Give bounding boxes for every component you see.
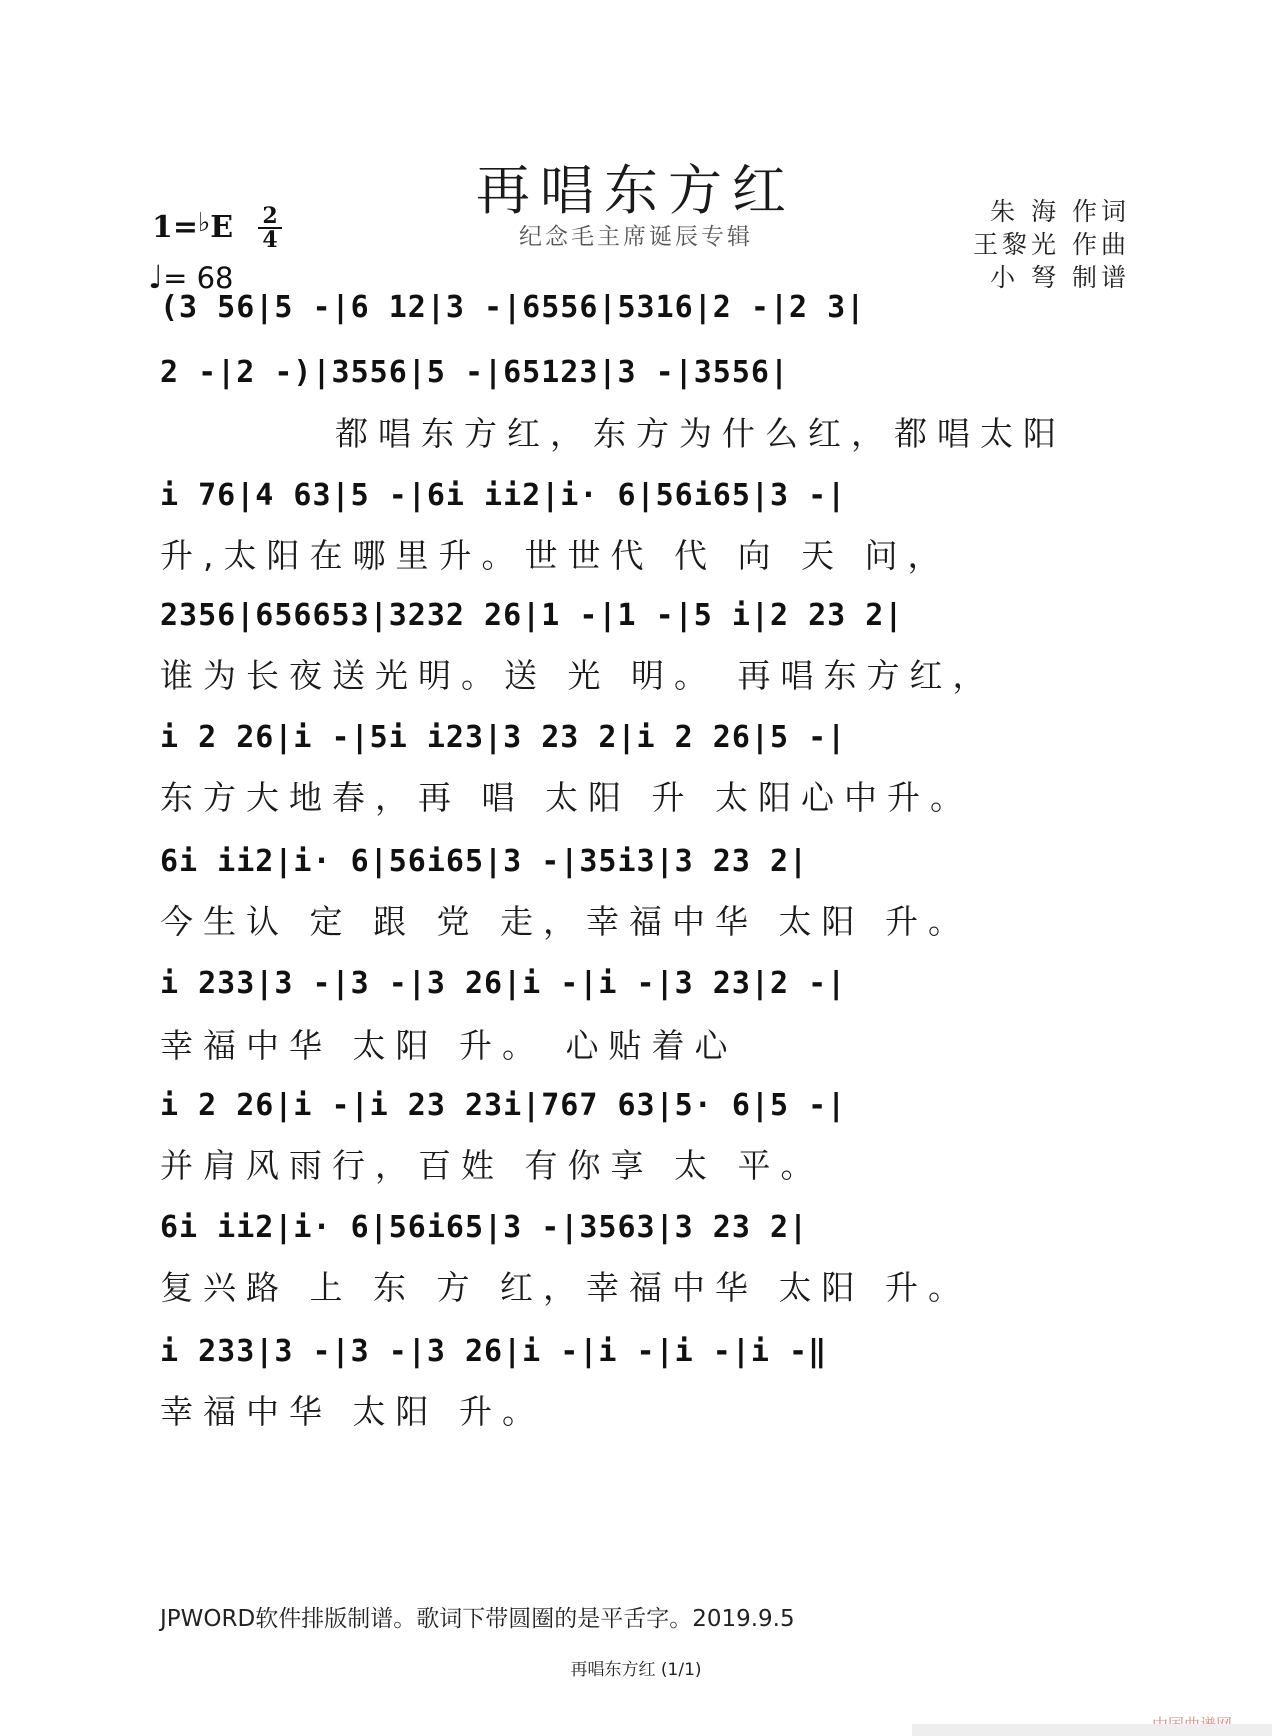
flat-icon: ♭ bbox=[198, 208, 211, 238]
lyric-line-5: 东方大地春，再 唱 太阳 升 太阳心中升。 bbox=[160, 778, 973, 817]
tempo-value: = 68 bbox=[163, 261, 234, 295]
page-footer: 再唱东方红 (1/1) bbox=[570, 1660, 702, 1680]
lyric-line-6: 今生认 定 跟 党 走，幸福中华 太阳 升。 bbox=[160, 902, 971, 941]
composer-credit: 王黎光 作曲 bbox=[973, 230, 1130, 259]
score-line-3: i 76|4 63|5 -|6i ii2|i· 6|56i65|3 -| bbox=[160, 478, 847, 513]
transcriber-credit: 小 弩 制谱 bbox=[990, 263, 1130, 292]
lyric-line-7: 幸福中华 太阳 升。 心贴着心 bbox=[160, 1026, 738, 1065]
watermark-band bbox=[912, 1724, 1272, 1736]
song-title: 再唱东方红 bbox=[476, 159, 796, 222]
time-signature bbox=[258, 203, 282, 253]
time-signature-bottom: 4 bbox=[262, 227, 278, 253]
score-line-10: i 233|3 -|3 -|3 26|i -|i -|i -|i -‖ bbox=[160, 1334, 828, 1369]
lyric-line-10: 幸福中华 太阳 升。 bbox=[160, 1392, 545, 1431]
time-signature-top: 2 bbox=[262, 203, 278, 229]
score-line-5: i 2 26|i -|5i i23|3 23 2|i 2 26|5 -| bbox=[160, 720, 847, 755]
key-prefix: 1= bbox=[152, 210, 199, 245]
key-signature bbox=[152, 208, 233, 245]
score-line-4: 2356|656653|3232 26|1 -|1 -|5 i|2 23 2| bbox=[160, 598, 904, 633]
lyric-line-9: 复兴路 上 东 方 红，幸福中华 太阳 升。 bbox=[160, 1268, 971, 1307]
song-subtitle: 纪念毛主席诞辰专辑 bbox=[519, 224, 753, 250]
footnote: JPWORD软件排版制谱。歌词下带圆圈的是平舌字。2019.9.5 bbox=[160, 1606, 795, 1632]
score-line-7: i 233|3 -|3 -|3 26|i -|i -|3 23|2 -| bbox=[160, 966, 847, 1001]
key-note: E bbox=[210, 210, 234, 245]
score-line-1: (3 56|5 -|6 12|3 -|6556|5316|2 -|2 3| bbox=[160, 290, 866, 325]
score-line-9: 6i ii2|i· 6|56i65|3 -|3563|3 23 2| bbox=[160, 1210, 809, 1245]
quarter-note-icon: ♩ bbox=[148, 258, 164, 296]
lyric-line-4: 谁为长夜送光明。送 光 明。 再唱东方红， bbox=[160, 656, 996, 695]
score-line-6: 6i ii2|i· 6|56i65|3 -|35i3|3 23 2| bbox=[160, 844, 809, 879]
lyric-line-2: 都唱东方红，东方为什么红，都唱太阳 bbox=[335, 414, 1066, 453]
score-line-2: 2 -|2 -)|3556|5 -|65123|3 -|3556| bbox=[160, 355, 790, 390]
lyric-line-8: 并肩风雨行，百姓 有你享 太 平。 bbox=[160, 1146, 824, 1185]
lyricist-credit: 朱 海 作词 bbox=[990, 197, 1130, 226]
score-line-8: i 2 26|i -|i 23 23i|767 63|5· 6|5 -| bbox=[160, 1088, 847, 1123]
lyric-line-3: 升,太阳在哪里升。世世代 代 向 天 问， bbox=[160, 536, 951, 575]
